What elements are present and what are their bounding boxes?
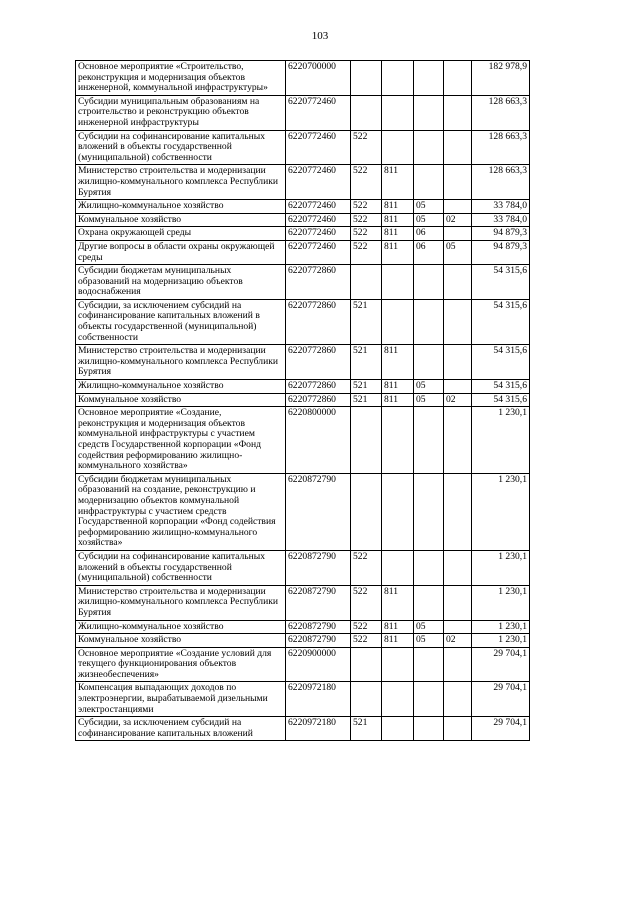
row-ministry-code-cell [382,130,414,165]
row-code-cell: 6220772860 [286,393,351,407]
row-ministry-code-cell: 811 [382,213,414,227]
row-section-cell: 06 [414,227,444,241]
row-section-cell: 05 [414,380,444,394]
budget-table [75,60,530,741]
row-ministry-code-cell [382,299,414,344]
row-section-cell [414,717,444,741]
row-ministry-code-cell [382,550,414,585]
row-name-cell: Основное мероприятие «Строительство, реконструкция и модернизация объектов инженерной, коммунальной инфраструктуры» [76,61,286,96]
row-code-cell: 6220700000 [286,61,351,96]
row-ministry-code-cell [382,61,414,96]
row-amount-cell: 128 663,3 [472,130,530,165]
row-subsection-cell [444,299,472,344]
row-code-cell: 6220772460 [286,95,351,130]
row-expense-type-cell: 522 [351,634,382,648]
row-name-cell: Субсидии на софинансирование капитальных вложений в объекты государственной (муниципальной) собственности [76,550,286,585]
row-name-cell: Субсидии муниципальным образованиям на строительство и реконструкцию объектов инженерной инфраструктуры [76,95,286,130]
row-code-cell: 6220772460 [286,213,351,227]
row-section-cell [414,473,444,550]
row-code-cell: 6220772460 [286,200,351,214]
row-subsection-cell: 05 [444,240,472,264]
row-name-cell: Министерство строительства и модернизации жилищно-коммунального комплекса Республики Бурятия [76,165,286,200]
row-subsection-cell [444,620,472,634]
row-subsection-cell [444,550,472,585]
row-name-cell: Субсидии на софинансирование капитальных вложений в объекты государственной (муниципальной) собственности [76,130,286,165]
row-section-cell [414,647,444,682]
row-section-cell [414,61,444,96]
row-subsection-cell [444,61,472,96]
row-section-cell: 05 [414,393,444,407]
row-amount-cell: 1 230,1 [472,550,530,585]
table-row [76,227,530,241]
row-expense-type-cell: 522 [351,213,382,227]
row-amount-cell: 128 663,3 [472,95,530,130]
row-section-cell [414,299,444,344]
row-subsection-cell [444,407,472,474]
row-code-cell: 6220900000 [286,647,351,682]
row-expense-type-cell: 521 [351,380,382,394]
row-expense-type-cell [351,647,382,682]
row-name-cell: Министерство строительства и модернизации жилищно-коммунального комплекса Республики Бурятия [76,345,286,380]
row-section-cell: 06 [414,240,444,264]
row-section-cell [414,585,444,620]
row-section-cell [414,165,444,200]
row-subsection-cell [444,165,472,200]
budget-table-body [76,61,530,741]
row-subsection-cell [444,130,472,165]
row-amount-cell: 29 704,1 [472,717,530,741]
row-section-cell: 05 [414,200,444,214]
row-amount-cell: 128 663,3 [472,165,530,200]
row-ministry-code-cell [382,95,414,130]
table-row [76,585,530,620]
row-expense-type-cell: 521 [351,717,382,741]
table-row [76,380,530,394]
row-name-cell: Жилищно-коммунальное хозяйство [76,380,286,394]
row-expense-type-cell [351,407,382,474]
row-code-cell: 6220972180 [286,717,351,741]
row-section-cell [414,130,444,165]
row-section-cell [414,345,444,380]
row-subsection-cell [444,200,472,214]
row-ministry-code-cell [382,647,414,682]
row-code-cell: 6220772460 [286,165,351,200]
row-subsection-cell [444,585,472,620]
row-expense-type-cell: 522 [351,227,382,241]
row-ministry-code-cell: 811 [382,393,414,407]
row-section-cell [414,407,444,474]
row-name-cell: Субсидии, за исключением субсидий на софинансирование капитальных вложений [76,717,286,741]
row-name-cell: Жилищно-коммунальное хозяйство [76,200,286,214]
table-row [76,473,530,550]
table-row [76,647,530,682]
row-name-cell: Жилищно-коммунальное хозяйство [76,620,286,634]
row-expense-type-cell: 521 [351,393,382,407]
row-code-cell: 6220872790 [286,620,351,634]
row-expense-type-cell: 522 [351,200,382,214]
row-ministry-code-cell: 811 [382,240,414,264]
row-ministry-code-cell [382,265,414,300]
table-row [76,61,530,96]
row-ministry-code-cell [382,717,414,741]
row-code-cell: 6220772860 [286,265,351,300]
row-subsection-cell: 02 [444,213,472,227]
row-amount-cell: 182 978,9 [472,61,530,96]
table-row [76,682,530,717]
page-number: 103 [311,30,329,42]
row-expense-type-cell [351,682,382,717]
row-code-cell: 6220772860 [286,299,351,344]
row-expense-type-cell [351,61,382,96]
table-row [76,95,530,130]
row-code-cell: 6220872790 [286,585,351,620]
row-code-cell: 6220772460 [286,130,351,165]
row-ministry-code-cell: 811 [382,200,414,214]
row-amount-cell: 1 230,1 [472,585,530,620]
row-subsection-cell: 02 [444,634,472,648]
row-expense-type-cell: 522 [351,130,382,165]
table-row [76,213,530,227]
row-ministry-code-cell: 811 [382,165,414,200]
table-row [76,717,530,741]
row-ministry-code-cell [382,407,414,474]
row-code-cell: 6220772460 [286,240,351,264]
row-section-cell: 05 [414,213,444,227]
row-section-cell [414,682,444,717]
row-expense-type-cell [351,265,382,300]
row-name-cell: Субсидии, за исключением субсидий на софинансирование капитальных вложений в объекты государственной (муниципальной) собственности [76,299,286,344]
row-ministry-code-cell: 811 [382,585,414,620]
row-section-cell [414,95,444,130]
row-ministry-code-cell: 811 [382,380,414,394]
row-subsection-cell [444,682,472,717]
row-name-cell: Другие вопросы в области охраны окружающей среды [76,240,286,264]
row-name-cell: Компенсация выпадающих доходов по электроэнергии, вырабатываемой дизельными электростанциями [76,682,286,717]
row-amount-cell: 1 230,1 [472,407,530,474]
row-expense-type-cell: 522 [351,585,382,620]
table-row [76,265,530,300]
row-code-cell: 6220772860 [286,345,351,380]
row-amount-cell: 29 704,1 [472,647,530,682]
row-code-cell: 6220872790 [286,634,351,648]
row-subsection-cell [444,345,472,380]
row-subsection-cell [444,265,472,300]
row-section-cell: 05 [414,634,444,648]
row-expense-type-cell: 522 [351,550,382,585]
row-subsection-cell [444,227,472,241]
row-amount-cell: 54 315,6 [472,345,530,380]
row-expense-type-cell [351,473,382,550]
row-code-cell: 6220772860 [286,380,351,394]
table-row [76,240,530,264]
row-subsection-cell [444,717,472,741]
table-row [76,130,530,165]
row-amount-cell: 54 315,6 [472,265,530,300]
row-amount-cell: 1 230,1 [472,473,530,550]
row-expense-type-cell: 521 [351,345,382,380]
row-ministry-code-cell: 811 [382,227,414,241]
row-name-cell: Министерство строительства и модернизации жилищно-коммунального комплекса Республики Бурятия [76,585,286,620]
table-row [76,345,530,380]
row-amount-cell: 54 315,6 [472,299,530,344]
row-expense-type-cell [351,95,382,130]
row-name-cell: Охрана окружающей среды [76,227,286,241]
row-amount-cell: 94 879,3 [472,240,530,264]
row-amount-cell: 54 315,6 [472,393,530,407]
row-section-cell: 05 [414,620,444,634]
row-name-cell: Коммунальное хозяйство [76,213,286,227]
row-ministry-code-cell: 811 [382,620,414,634]
row-expense-type-cell: 522 [351,165,382,200]
row-amount-cell: 54 315,6 [472,380,530,394]
row-name-cell: Основное мероприятие «Создание условий для текущего функционирования объектов жизнеобеспечения» [76,647,286,682]
row-expense-type-cell: 522 [351,620,382,634]
row-code-cell: 6220872790 [286,473,351,550]
table-row [76,165,530,200]
row-amount-cell: 29 704,1 [472,682,530,717]
row-expense-type-cell: 521 [351,299,382,344]
row-name-cell: Коммунальное хозяйство [76,634,286,648]
row-subsection-cell [444,473,472,550]
table-row [76,299,530,344]
row-ministry-code-cell [382,682,414,717]
row-amount-cell: 1 230,1 [472,620,530,634]
table-row [76,200,530,214]
row-code-cell: 6220972180 [286,682,351,717]
row-code-cell: 6220872790 [286,550,351,585]
row-section-cell [414,265,444,300]
row-ministry-code-cell [382,473,414,550]
row-amount-cell: 94 879,3 [472,227,530,241]
row-name-cell: Субсидии бюджетам муниципальных образований на модернизацию объектов водоснабжения [76,265,286,300]
table-row [76,634,530,648]
row-code-cell: 6220772460 [286,227,351,241]
row-subsection-cell [444,380,472,394]
row-amount-cell: 1 230,1 [472,634,530,648]
row-ministry-code-cell: 811 [382,345,414,380]
row-name-cell: Субсидии бюджетам муниципальных образований на создание, реконструкцию и модернизацию объектов коммунальной инфраструктуры с участием средств Государственной корпорации «Фонд содействия реформированию жилищно-коммунального хозяйства» [76,473,286,550]
table-row [76,393,530,407]
row-subsection-cell [444,95,472,130]
row-expense-type-cell: 522 [351,240,382,264]
table-row [76,550,530,585]
row-subsection-cell: 02 [444,393,472,407]
row-subsection-cell [444,647,472,682]
row-code-cell: 6220800000 [286,407,351,474]
row-section-cell [414,550,444,585]
row-name-cell: Коммунальное хозяйство [76,393,286,407]
row-ministry-code-cell: 811 [382,634,414,648]
row-amount-cell: 33 784,0 [472,213,530,227]
table-row [76,620,530,634]
table-row [76,407,530,474]
row-name-cell: Основное мероприятие «Создание, реконструкция и модернизация объектов коммунальной инфраструктуры с участием средств Государственной корпорации «Фонд содействия реформированию жилищно-коммунального хозяйства» [76,407,286,474]
row-amount-cell: 33 784,0 [472,200,530,214]
